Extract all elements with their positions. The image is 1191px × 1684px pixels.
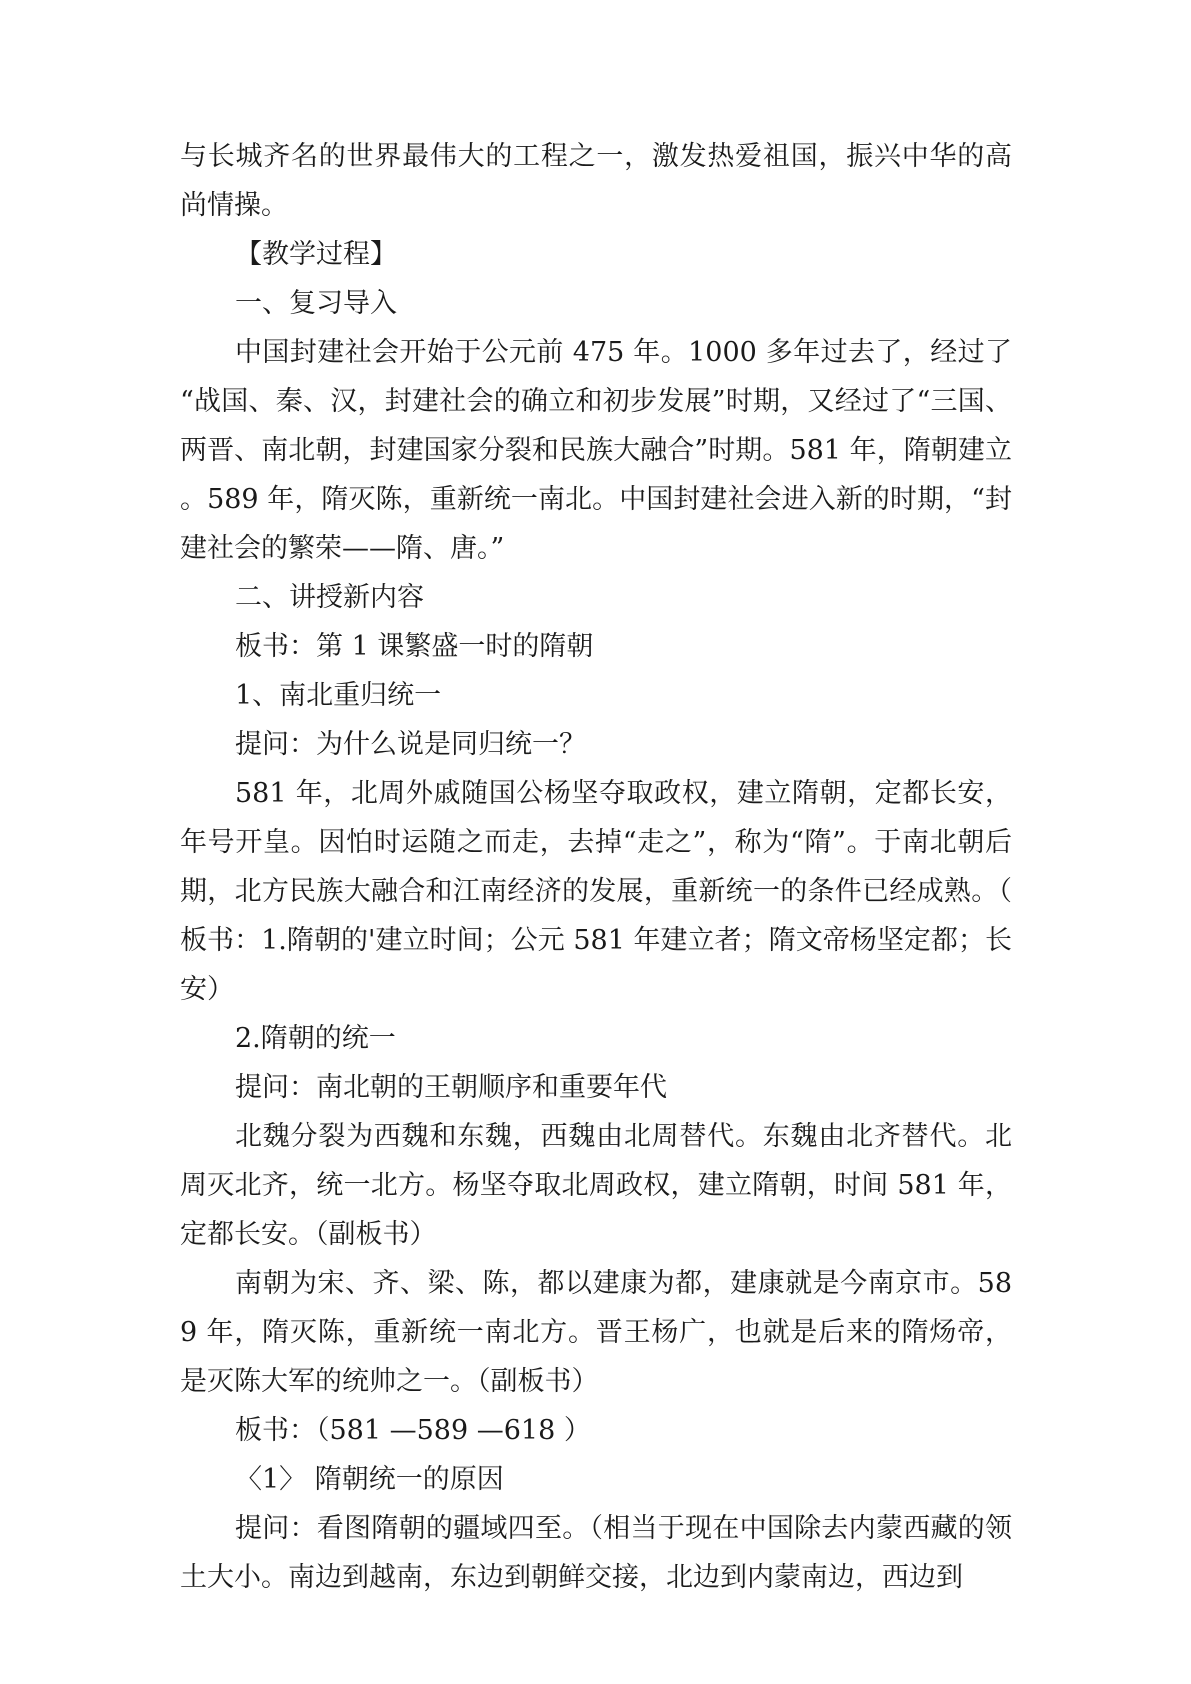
subheading-unification-reasons: 〈1〉 隋朝统一的原因	[235, 1464, 504, 1495]
document-body	[180, 132, 1012, 1602]
paragraph-intro-continuation: 与长城齐名的世界最伟大的工程之一，激发热爱祖国，振兴中华的高尚情操。	[180, 141, 1012, 221]
paragraph-sui-founding: 581 年，北周外戚随国公杨坚夺取政权，建立隋朝，定都长安，年号开皇。因怕时运随之而走，去掉“走之”，称为“隋”。于南北朝后期，北方民族大融合和江南经济的发展，重新统一的条件已经成熟。（板书：1.隋朝的'建立时间；公元 581 年建立者；隋文帝杨坚定都；长安）	[180, 778, 1012, 1005]
subheading-sui-unification: 2.隋朝的统一	[235, 1023, 396, 1054]
section-heading-teaching-process: 【教学过程】	[235, 239, 397, 270]
paragraph-southern-dynasties: 南朝为宋、齐、梁、陈，都以建康为都，建康就是今南京市。589 年，隋灭陈，重新统一南北方。晋王杨广，也就是后来的隋炀帝，是灭陈大军的统帅之一。（副板书）	[180, 1268, 1012, 1397]
paragraph-review-text: 中国封建社会开始于公元前 475 年。1000 多年过去了，经过了“战国、秦、汉，封建社会的确立和初步发展”时期，又经过了“三国、两晋、南北朝，封建国家分裂和民族大融合”时期。581 年，隋朝建立。589 年，隋灭陈，重新统一南北。中国封建社会进入新的时期，“封建社会的繁荣——隋、唐。”	[180, 337, 1012, 564]
paragraph-northern-dynasties: 北魏分裂为西魏和东魏，西魏由北周替代。东魏由北齐替代。北周灭北齐，统一北方。杨坚夺取北周政权，建立隋朝，时间 581 年，定都长安。（副板书）	[180, 1121, 1012, 1250]
section-heading-review: 一、复习导入	[235, 288, 397, 319]
subheading-reunification: 1、南北重归统一	[235, 680, 442, 711]
paragraph-question-1: 提问：为什么说是同归统一？	[235, 729, 586, 760]
paragraph-question-2: 提问：南北朝的王朝顺序和重要年代	[235, 1072, 667, 1103]
section-heading-new-content: 二、讲授新内容	[235, 582, 424, 613]
paragraph-blackboard-dates: 板书：（581 —589 —618 ）	[235, 1415, 591, 1446]
paragraph-blackboard-lesson: 板书：第 1 课繁盛一时的隋朝	[235, 631, 594, 662]
paragraph-question-territory: 提问：看图隋朝的疆域四至。（相当于现在中国除去内蒙西藏的领土大小。南边到越南，东边到朝鲜交接，北边到内蒙南边，西边到	[180, 1513, 1012, 1593]
